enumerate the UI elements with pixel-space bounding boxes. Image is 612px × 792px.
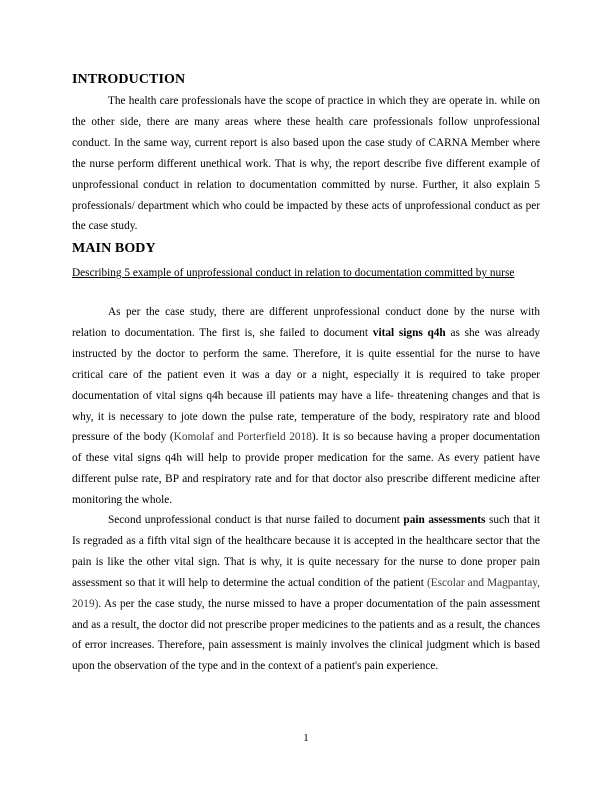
p2-bold-term: pain assessments	[403, 514, 486, 526]
body-paragraph-2	[72, 510, 540, 677]
introduction-heading: INTRODUCTION	[72, 72, 186, 87]
main-body-heading: MAIN BODY	[72, 241, 156, 256]
p1-text-b: as she was already instructed by the doctor to perform the same. Therefore, it is quite essential for the nurse to have critical care of the patient even it was a day or a night, especially it is required to take proper documentation of vital signs q4h because ill patients may have a life- threatening changes and that is why, it is necessary to jote down the pulse rate, temperature of the body, respiratory rate and blood pressure of the body (	[72, 326, 541, 444]
p2-text-a: Second unprofessional conduct is that nurse failed to document	[108, 514, 404, 526]
p1-citation: Komolaf and Porterfield 2018	[173, 431, 312, 444]
p2-text-c: . As per the case study, the nurse missed to have a proper documentation of the pain assessment and as a result, the doctor did not prescribe proper medicines to the patients and as a result, the chances of error increases. Therefore, pain assessment is mainly involves the clinical judgment which is based upon the observation of the type and in the context of a patient's pain experience.	[72, 597, 540, 673]
p2-citation: (Escolar and Magpantay, 2019)	[72, 576, 540, 610]
introduction-paragraph: The health care professionals have the scope of practice in which they are operate in. while on the other side, there are many areas where these health care professionals follow unprofessional conduct. In the same way, current report is also based upon the case study of CARNA Member where the nurse perform different unethical work. That is why, the report describe five different example of unprofessional conduct in relation to documentation committed by nurse. Further, it also explain 5 professionals/ department which who could be impacted by these acts of unprofessional conduct as per the case study.	[72, 95, 540, 233]
body-paragraph-1	[72, 302, 540, 511]
p1-text-c: ). It is so because having a proper documentation of these vital signs q4h will help to provide proper medication for the same. As every patient have different pulse rate, BP and respiratory rate and for that doctor also prescribe different medicine after monitoring the whole.	[72, 431, 540, 507]
p2-text-b: such that it Is regraded as a fifth vital sign of the healthcare because it is accepted in the healthcare sector that the pain is like the other vital sign. That is why, it is quite necessary for the nurse to done proper pain assessment so that it will help to determine the actual condition of the patient	[72, 514, 540, 589]
section-subheading	[72, 263, 540, 284]
p1-bold-term: vital signs q4h	[372, 326, 446, 339]
p1-text-a: As per the case study, there are different unprofessional conduct done by the nurse with relation to documentation. The first is, she failed to document	[72, 306, 540, 339]
page-number: 1	[303, 732, 309, 744]
section-subheading-text: Describing 5 example of unprofessional conduct in relation to documentation committed by nurse	[72, 267, 515, 279]
